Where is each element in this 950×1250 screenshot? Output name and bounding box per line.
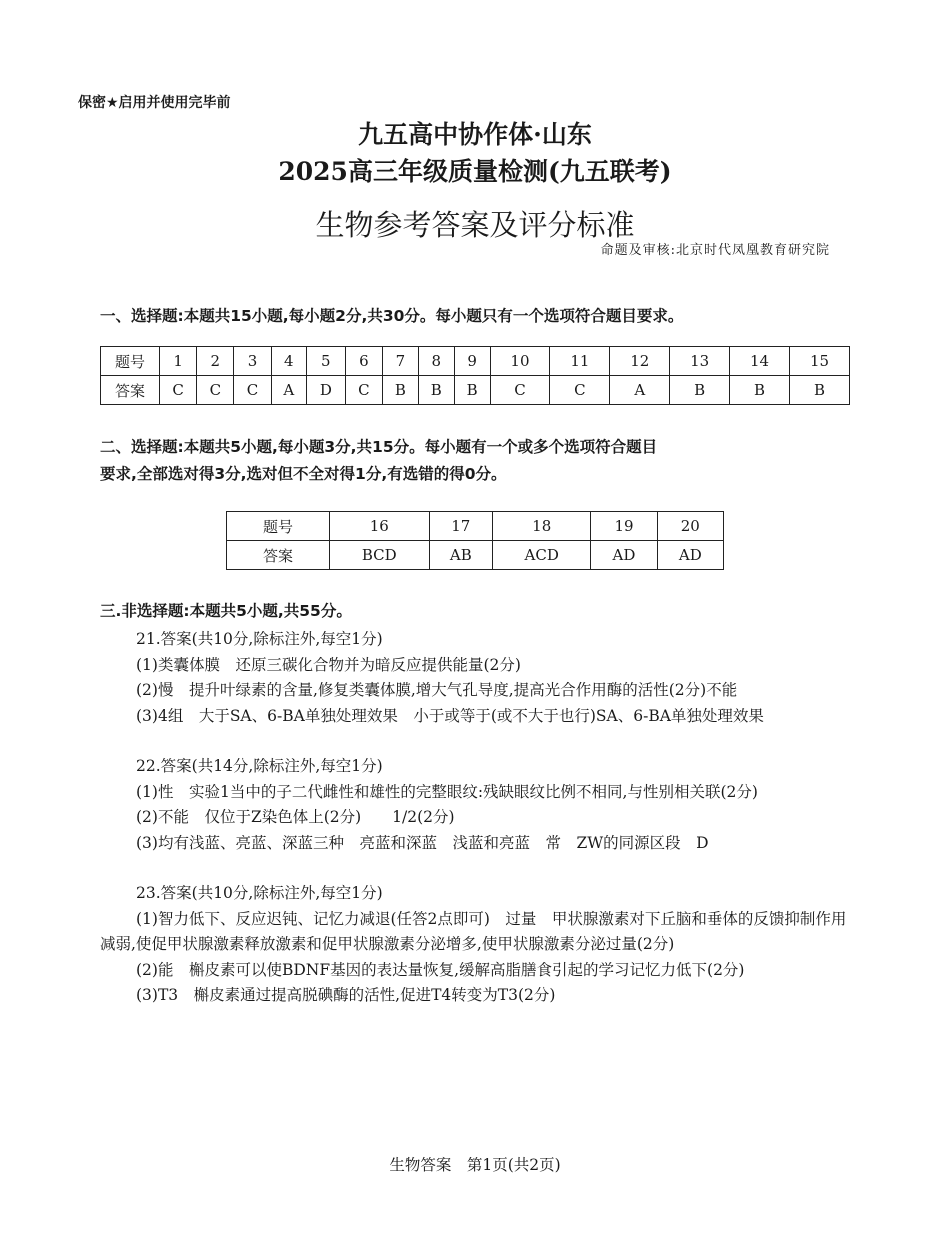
question-number: 5 [306, 347, 345, 376]
answer-cell: ACD [493, 541, 591, 570]
row-label-question: 题号 [101, 347, 160, 376]
q23-title: 23.答案(共10分,除标注外,每空1分) [136, 884, 383, 902]
question-number: 9 [454, 347, 490, 376]
answer-cell: A [271, 376, 306, 405]
answer-cell: C [234, 376, 271, 405]
table-row [101, 376, 850, 405]
answer-cell: B [730, 376, 790, 405]
row-label-answer: 答案 [101, 376, 160, 405]
answer-cell: AD [657, 541, 723, 570]
question-number: 8 [418, 347, 454, 376]
q22-part1: (1)性 实验1当中的子二代雌性和雄性的完整眼纹:残缺眼纹比例不相同,与性别相关联(2分) [136, 782, 758, 801]
section2-heading-line2: 要求,全部选对得3分,选对但不全对得1分,有选错的得0分。 [100, 465, 507, 483]
question-number: 13 [670, 347, 730, 376]
question-number: 3 [234, 347, 271, 376]
question-number: 6 [345, 347, 382, 376]
answer-cell: B [418, 376, 454, 405]
row-label-question: 题号 [227, 512, 330, 541]
answer-cell: B [670, 376, 730, 405]
answer-cell: C [345, 376, 382, 405]
subject-title: 生物参考答案及评分标准 [315, 208, 635, 242]
answer-cell: B [789, 376, 849, 405]
table-row [227, 541, 724, 570]
q22-title: 22.答案(共14分,除标注外,每空1分) [136, 757, 383, 775]
q22-part3: (3)均有浅蓝、亮蓝、深蓝三种 亮蓝和深蓝 浅蓝和亮蓝 常 ZW的同源区段 D [136, 833, 709, 852]
answer-cell: D [306, 376, 345, 405]
section2-answer-table [226, 511, 724, 570]
question-number: 20 [657, 512, 723, 541]
table-row [227, 512, 724, 541]
question-number: 18 [493, 512, 591, 541]
answer-cell: C [490, 376, 550, 405]
section2-heading-line1: 二、选择题:本题共5小题,每小题3分,共15分。每小题有一个或多个选项符合题目 [100, 438, 658, 456]
author-credit: 命题及审核:北京时代凤凰教育研究院 [600, 243, 830, 258]
q23-part3: (3)T3 槲皮素通过提高脱碘酶的活性,促进T4转变为T3(2分) [136, 986, 556, 1004]
section1-heading: 一、选择题:本题共15小题,每小题2分,共30分。每小题只有一个选项符合题目要求。 [100, 307, 684, 325]
section1-answer-table [100, 346, 850, 405]
answer-cell: B [382, 376, 418, 405]
title-line-1: 九五高中协作体·山东 [358, 120, 592, 149]
row-label-answer: 答案 [227, 541, 330, 570]
section3-heading: 三.非选择题:本题共5小题,共55分。 [100, 602, 352, 620]
question-number: 10 [490, 347, 550, 376]
question-number: 14 [730, 347, 790, 376]
q21-part1: (1)类囊体膜 还原三碳化合物并为暗反应提供能量(2分) [136, 655, 521, 674]
spacer [100, 856, 850, 881]
question-number: 17 [429, 512, 493, 541]
answer-cell: AB [429, 541, 493, 570]
title-line-2: 2025高三年级质量检测(九五联考) [278, 157, 672, 186]
answer-cell: AD [591, 541, 657, 570]
q23-part2: (2)能 槲皮素可以使BDNF基因的表达量恢复,缓解高脂膳食引起的学习记忆力低下(2分) [136, 960, 745, 979]
table-row [101, 347, 850, 376]
q21-part3: (3)4组 大于SA、6-BA单独处理效果 小于或等于(或不大于也行)SA、6-BA单独处理效果 [136, 706, 764, 725]
question-number: 11 [550, 347, 610, 376]
answer-cell: BCD [330, 541, 430, 570]
section3-answers [100, 627, 850, 1009]
spacer [100, 729, 850, 754]
question-number: 15 [789, 347, 849, 376]
question-number: 7 [382, 347, 418, 376]
question-number: 12 [610, 347, 670, 376]
answer-cell: A [610, 376, 670, 405]
question-number: 4 [271, 347, 306, 376]
q22-part2: (2)不能 仅位于Z染色体上(2分) 1/2(2分) [136, 808, 455, 826]
confidential-label: 保密★启用并使用完毕前 [78, 95, 231, 111]
answer-cell: C [550, 376, 610, 405]
page-footer: 生物答案 第1页(共2页) [389, 1156, 561, 1174]
question-number: 2 [197, 347, 234, 376]
answer-cell: C [160, 376, 197, 405]
question-number: 1 [160, 347, 197, 376]
question-number: 16 [330, 512, 430, 541]
q23-part1: (1)智力低下、反应迟钝、记忆力减退(任答2点即可) 过量 甲状腺激素对下丘脑和垂体的反馈抑制作用减弱,使促甲状腺激素释放激素和促甲状腺激素分泌增多,使甲状腺激素分泌过量(2分) [100, 909, 847, 953]
question-number: 19 [591, 512, 657, 541]
q21-part2: (2)慢 提升叶绿素的含量,修复类囊体膜,增大气孔导度,提高光合作用酶的活性(2分)不能 [136, 681, 738, 699]
answer-cell: C [197, 376, 234, 405]
answer-cell: B [454, 376, 490, 405]
q21-title: 21.答案(共10分,除标注外,每空1分) [136, 630, 383, 648]
